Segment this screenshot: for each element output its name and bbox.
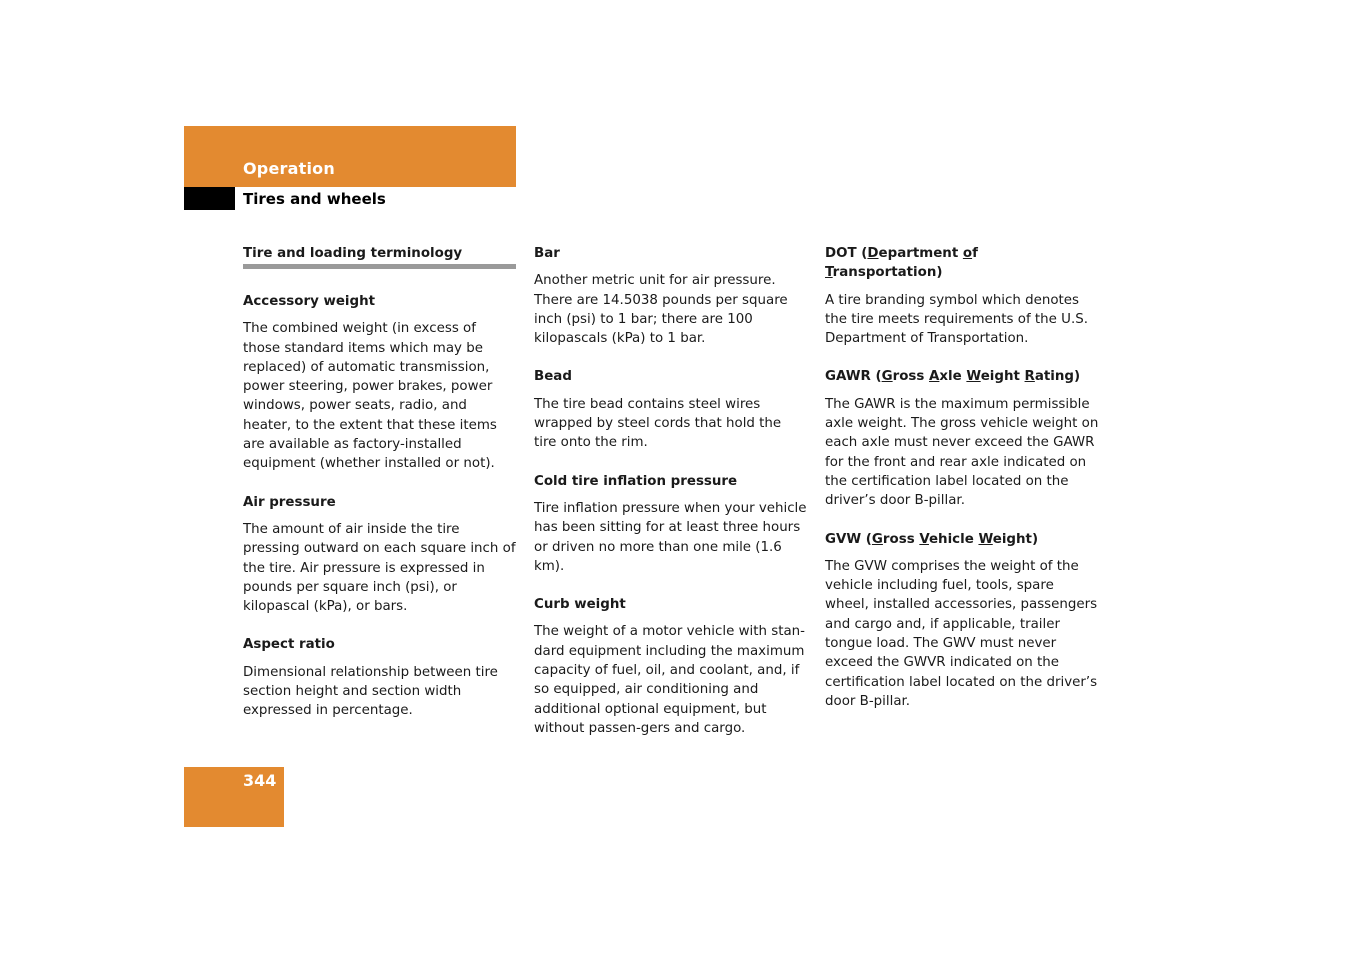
section-header-band	[184, 126, 516, 187]
definition-bead: The tire bead contains steel wires wrapped by steel cords that hold the tire onto the rim.	[534, 396, 782, 451]
section-title: Operation	[243, 159, 335, 178]
definition-gvw: The GVW comprises the weight of the vehicle including fuel, tools, spare wheel, installed accessories, passengers and cargo and, if applicable, trailer tongue load. The GWV must never exceed the GWVR indicated on the certification label located on the driver’s door B-pillar.	[825, 558, 1098, 709]
terminology-heading: Tire and loading terminology	[243, 244, 516, 269]
subsection-title: Tires and wheels	[243, 190, 386, 208]
definition-bar: Another metric unit for air pressure. There are 14.5038 pounds per square inch (psi) to 1 bar; there are 100 kilopascals (kPa) to 1 bar.	[534, 273, 788, 347]
term-aspect-ratio: Aspect ratio	[243, 637, 335, 653]
term-gvw: GVW (Gross Vehicle Weight)	[825, 531, 1039, 547]
definition-curb-weight: The weight of a motor vehicle with stan-dard equipment including the maximum capacity of fuel, oil, and coolant, and, if so equipped, air conditioning and additional optional equipment, but without passen-gers and cargo.	[534, 624, 805, 736]
definition-accessory-weight: The combined weight (in excess of those standard items which may be replaced) of automatic transmission, power steering, power brakes, power windows, power seats, radio, and heater, to the extent that these items are available as factory-installed equipment (whether installed or not).	[243, 321, 497, 472]
term-bar: Bar	[534, 246, 560, 261]
definition-aspect-ratio: Dimensional relationship between tire section height and section width expressed in percentage.	[243, 664, 498, 719]
term-bead: Bead	[534, 369, 572, 385]
definition-gawr: The GAWR is the maximum permissible axle weight. The gross vehicle weight on each axle must never exceed the GAWR for the front and rear axle indicated on the certification label located on the driver’s door B-pillar.	[825, 396, 1099, 509]
term-accessory-weight: Accessory weight	[243, 294, 376, 309]
section-marker	[184, 187, 235, 210]
term-gawr: GAWR (Gross Axle Weight Rating)	[825, 369, 1081, 385]
definition-cold-tire-inflation-pressure: Tire inflation pressure when your vehicle has been sitting for at least three hours or driven no more than one mile (1.6 km).	[534, 500, 807, 574]
column-2	[534, 244, 807, 757]
term-air-pressure: Air pressure	[243, 494, 336, 510]
term-dot: DOT (Department of Transportation)	[825, 246, 978, 281]
definition-dot: A tire branding symbol which denotes the tire meets requirements of the U.S. Department of Transportation.	[825, 292, 1088, 347]
page-number: 344	[243, 771, 277, 790]
term-curb-weight: Curb weight	[534, 597, 626, 613]
term-cold-tire-inflation-pressure: Cold tire inflation pressure	[534, 473, 738, 489]
definition-air-pressure: The amount of air inside the tire pressing outward on each square inch of the tire. Air pressure is expressed in pounds per square inch (psi), or kilopascal (kPa), or bars.	[243, 521, 516, 615]
column-1	[243, 244, 516, 740]
column-3	[825, 244, 1100, 730]
